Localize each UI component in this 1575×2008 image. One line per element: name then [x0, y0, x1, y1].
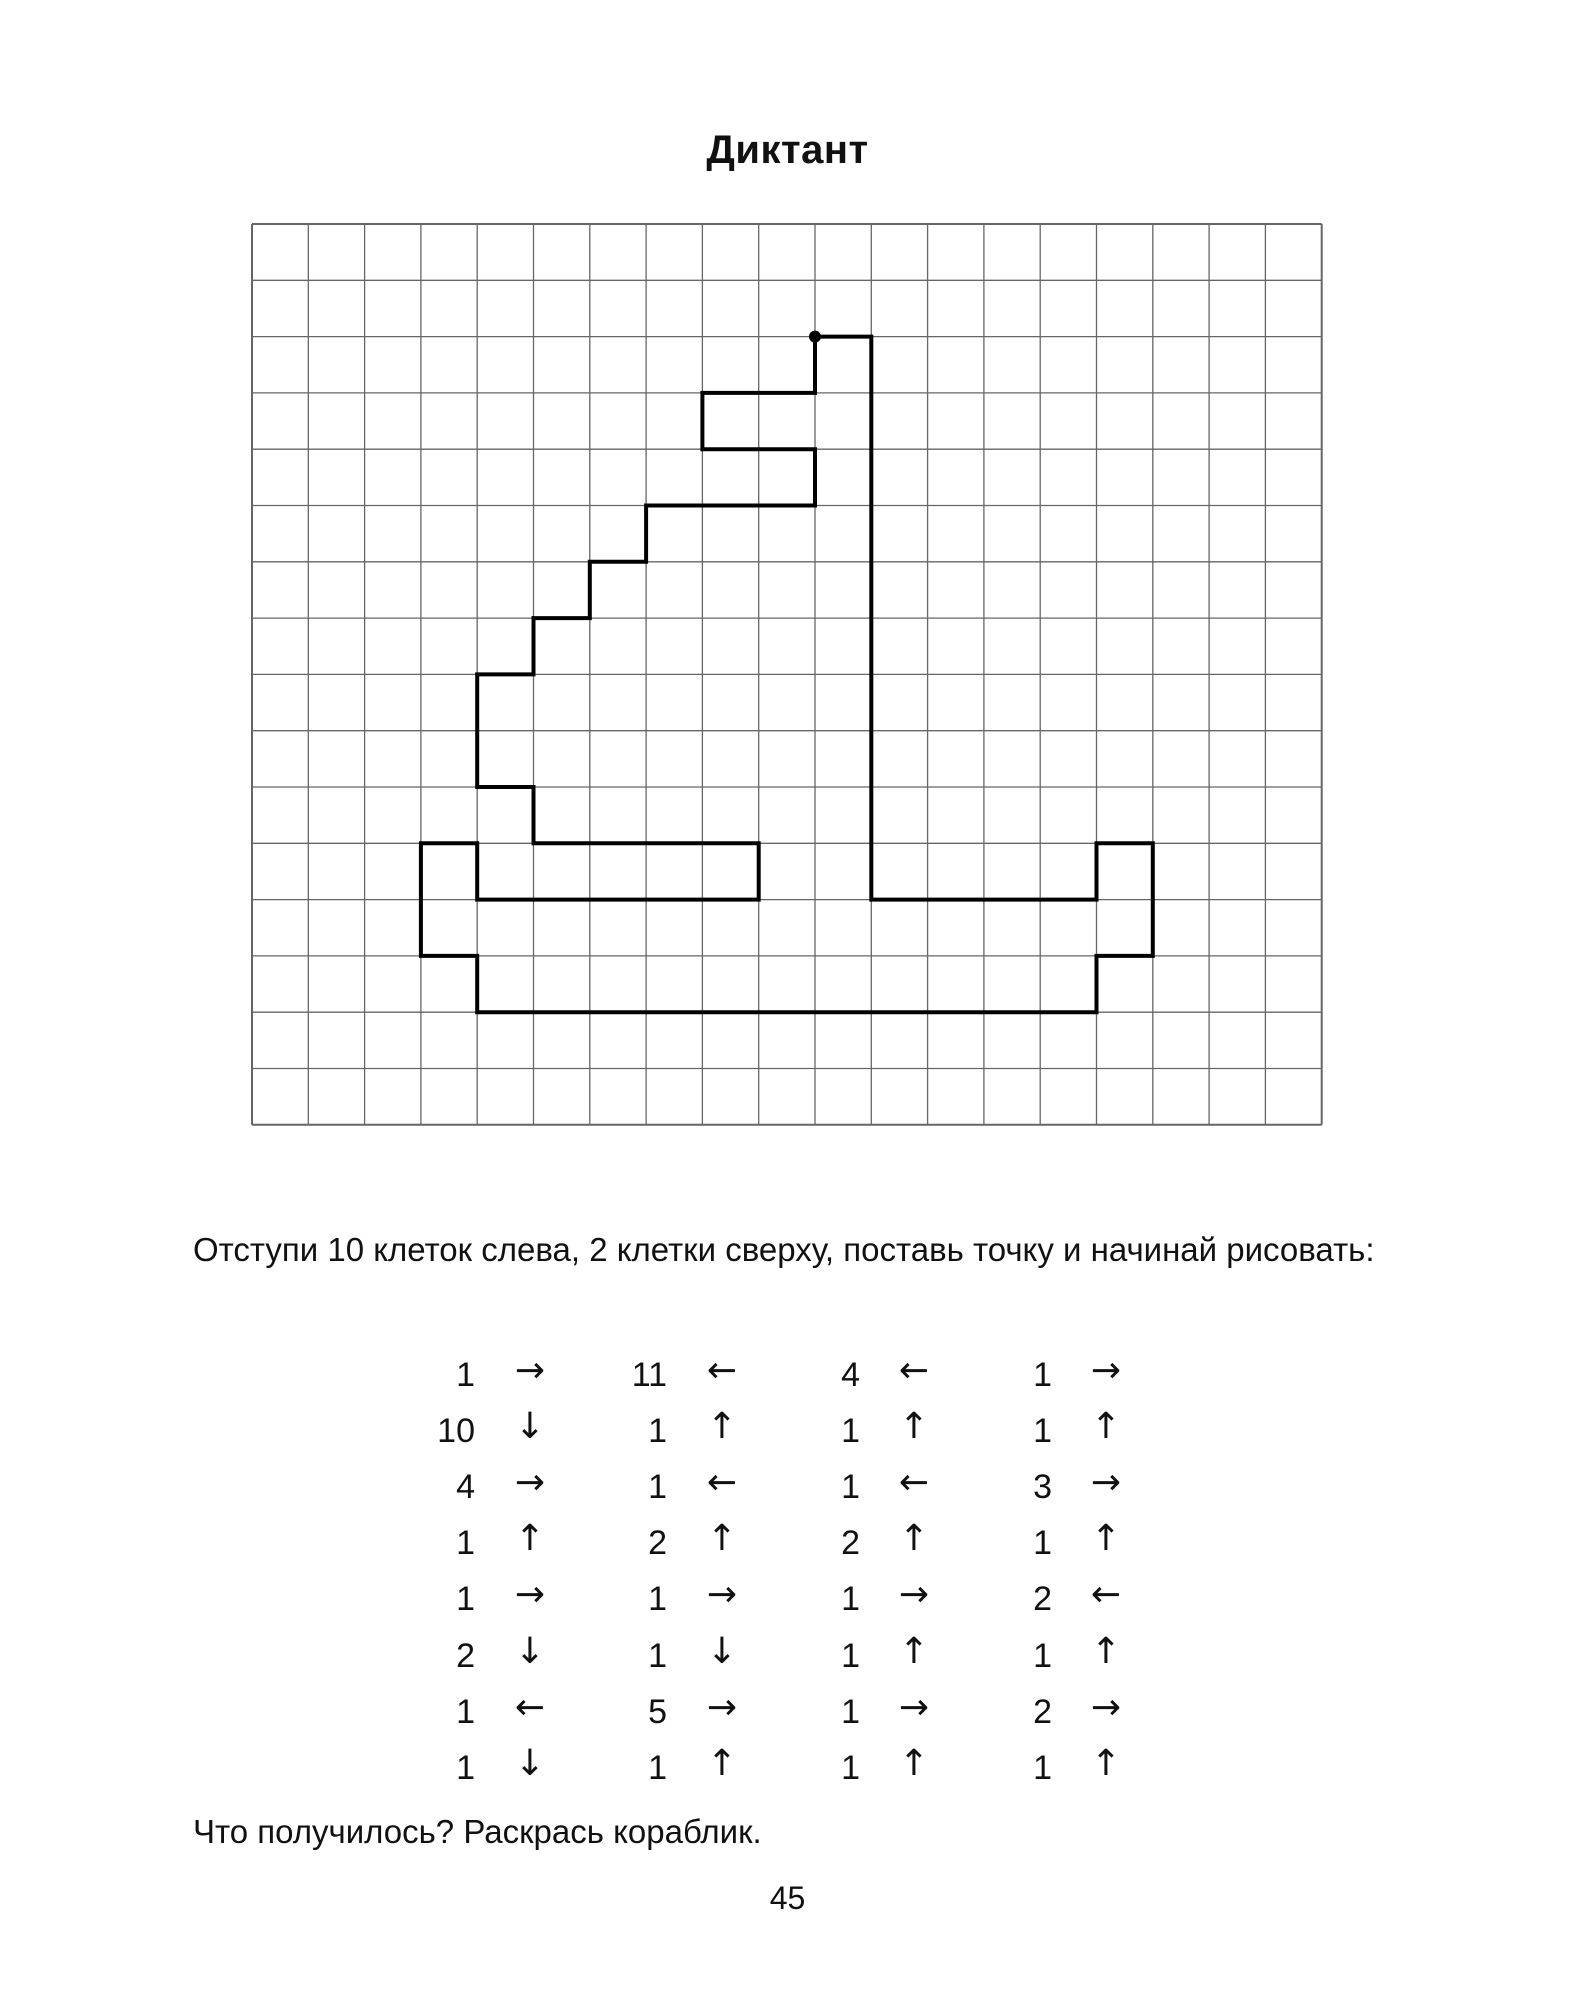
arrow-left-icon: ←: [898, 1462, 930, 1504]
step-count: 1: [841, 1692, 860, 1731]
step-count: 1: [841, 1412, 860, 1451]
step-count: 1: [1033, 1524, 1052, 1563]
arrow-up-icon: ↑: [514, 1518, 546, 1560]
step-count: 2: [841, 1524, 860, 1563]
arrow-up-icon: ↑: [1090, 1406, 1122, 1448]
step-count: 1: [648, 1412, 667, 1451]
step-count: 1: [841, 1636, 860, 1675]
step-count: 1: [456, 1524, 475, 1563]
instruction-text: Отступи 10 клеток слева, 2 клетки сверху, поставь точку и начинай рисовать:: [193, 1231, 1375, 1268]
step-count: 3: [1033, 1468, 1052, 1507]
step-count: 1: [1033, 1636, 1052, 1675]
arrow-right-icon: →: [514, 1574, 546, 1616]
arrow-right-icon: →: [514, 1350, 546, 1391]
arrow-up-icon: ↑: [898, 1518, 930, 1560]
step-count: 1: [1033, 1356, 1052, 1394]
arrow-up-icon: ↑: [1090, 1630, 1122, 1672]
step-count: 10: [437, 1412, 475, 1451]
arrow-up-icon: ↑: [898, 1630, 930, 1672]
step-count: 1: [841, 1748, 860, 1787]
arrow-left-icon: ←: [1090, 1574, 1122, 1616]
step-count: 1: [841, 1580, 860, 1619]
arrow-up-icon: ↑: [1090, 1518, 1122, 1560]
arrow-left-icon: ←: [706, 1350, 738, 1391]
arrow-down-icon: ↓: [514, 1630, 546, 1672]
arrow-left-icon: ←: [898, 1350, 930, 1391]
arrow-up-icon: ↑: [706, 1406, 738, 1448]
step-count: 1: [648, 1580, 667, 1619]
arrow-left-icon: ←: [514, 1686, 546, 1728]
step-count: 5: [648, 1692, 667, 1731]
arrow-right-icon: →: [898, 1686, 930, 1728]
step-count: 2: [456, 1636, 475, 1675]
arrow-down-icon: ↓: [706, 1630, 738, 1672]
step-count: 1: [648, 1748, 667, 1787]
step-count: 4: [456, 1468, 475, 1507]
page-title: Диктант: [706, 128, 869, 172]
step-count: 1: [648, 1468, 667, 1507]
arrow-up-icon: ↑: [706, 1518, 738, 1560]
arrow-right-icon: →: [706, 1574, 738, 1616]
arrow-right-icon: →: [898, 1574, 930, 1616]
step-count: 2: [1033, 1692, 1052, 1731]
arrow-up-icon: ↑: [898, 1406, 930, 1448]
step-count: 1: [648, 1636, 667, 1675]
arrow-right-icon: →: [706, 1686, 738, 1728]
step-count: 1: [1033, 1412, 1052, 1451]
step-count: 1: [1033, 1748, 1052, 1787]
arrow-up-icon: ↑: [706, 1742, 738, 1784]
step-count: 4: [841, 1356, 860, 1394]
arrow-down-icon: ↓: [514, 1406, 546, 1448]
step-count: 1: [841, 1468, 860, 1507]
step-count: 1: [456, 1356, 475, 1394]
step-count: 1: [456, 1748, 475, 1787]
step-count: 2: [648, 1524, 667, 1563]
arrow-right-icon: →: [1090, 1686, 1122, 1728]
step-count: 11: [631, 1356, 667, 1394]
step-count: 2: [1033, 1580, 1052, 1619]
page-number: 45: [769, 1880, 806, 1916]
arrow-up-icon: ↑: [898, 1742, 930, 1784]
arrow-right-icon: →: [1090, 1350, 1122, 1391]
arrow-down-icon: ↓: [514, 1742, 546, 1784]
arrow-up-icon: ↑: [1090, 1742, 1122, 1784]
arrow-left-icon: ←: [706, 1462, 738, 1504]
step-count: 1: [456, 1692, 475, 1731]
grid-lines: [252, 224, 1322, 1125]
step-count: 1: [456, 1580, 475, 1619]
question-text: Что получилось? Раскрась кораблик.: [193, 1813, 762, 1850]
arrow-right-icon: →: [514, 1462, 546, 1504]
arrow-right-icon: →: [1090, 1462, 1122, 1504]
start-point-dot: [809, 331, 821, 343]
